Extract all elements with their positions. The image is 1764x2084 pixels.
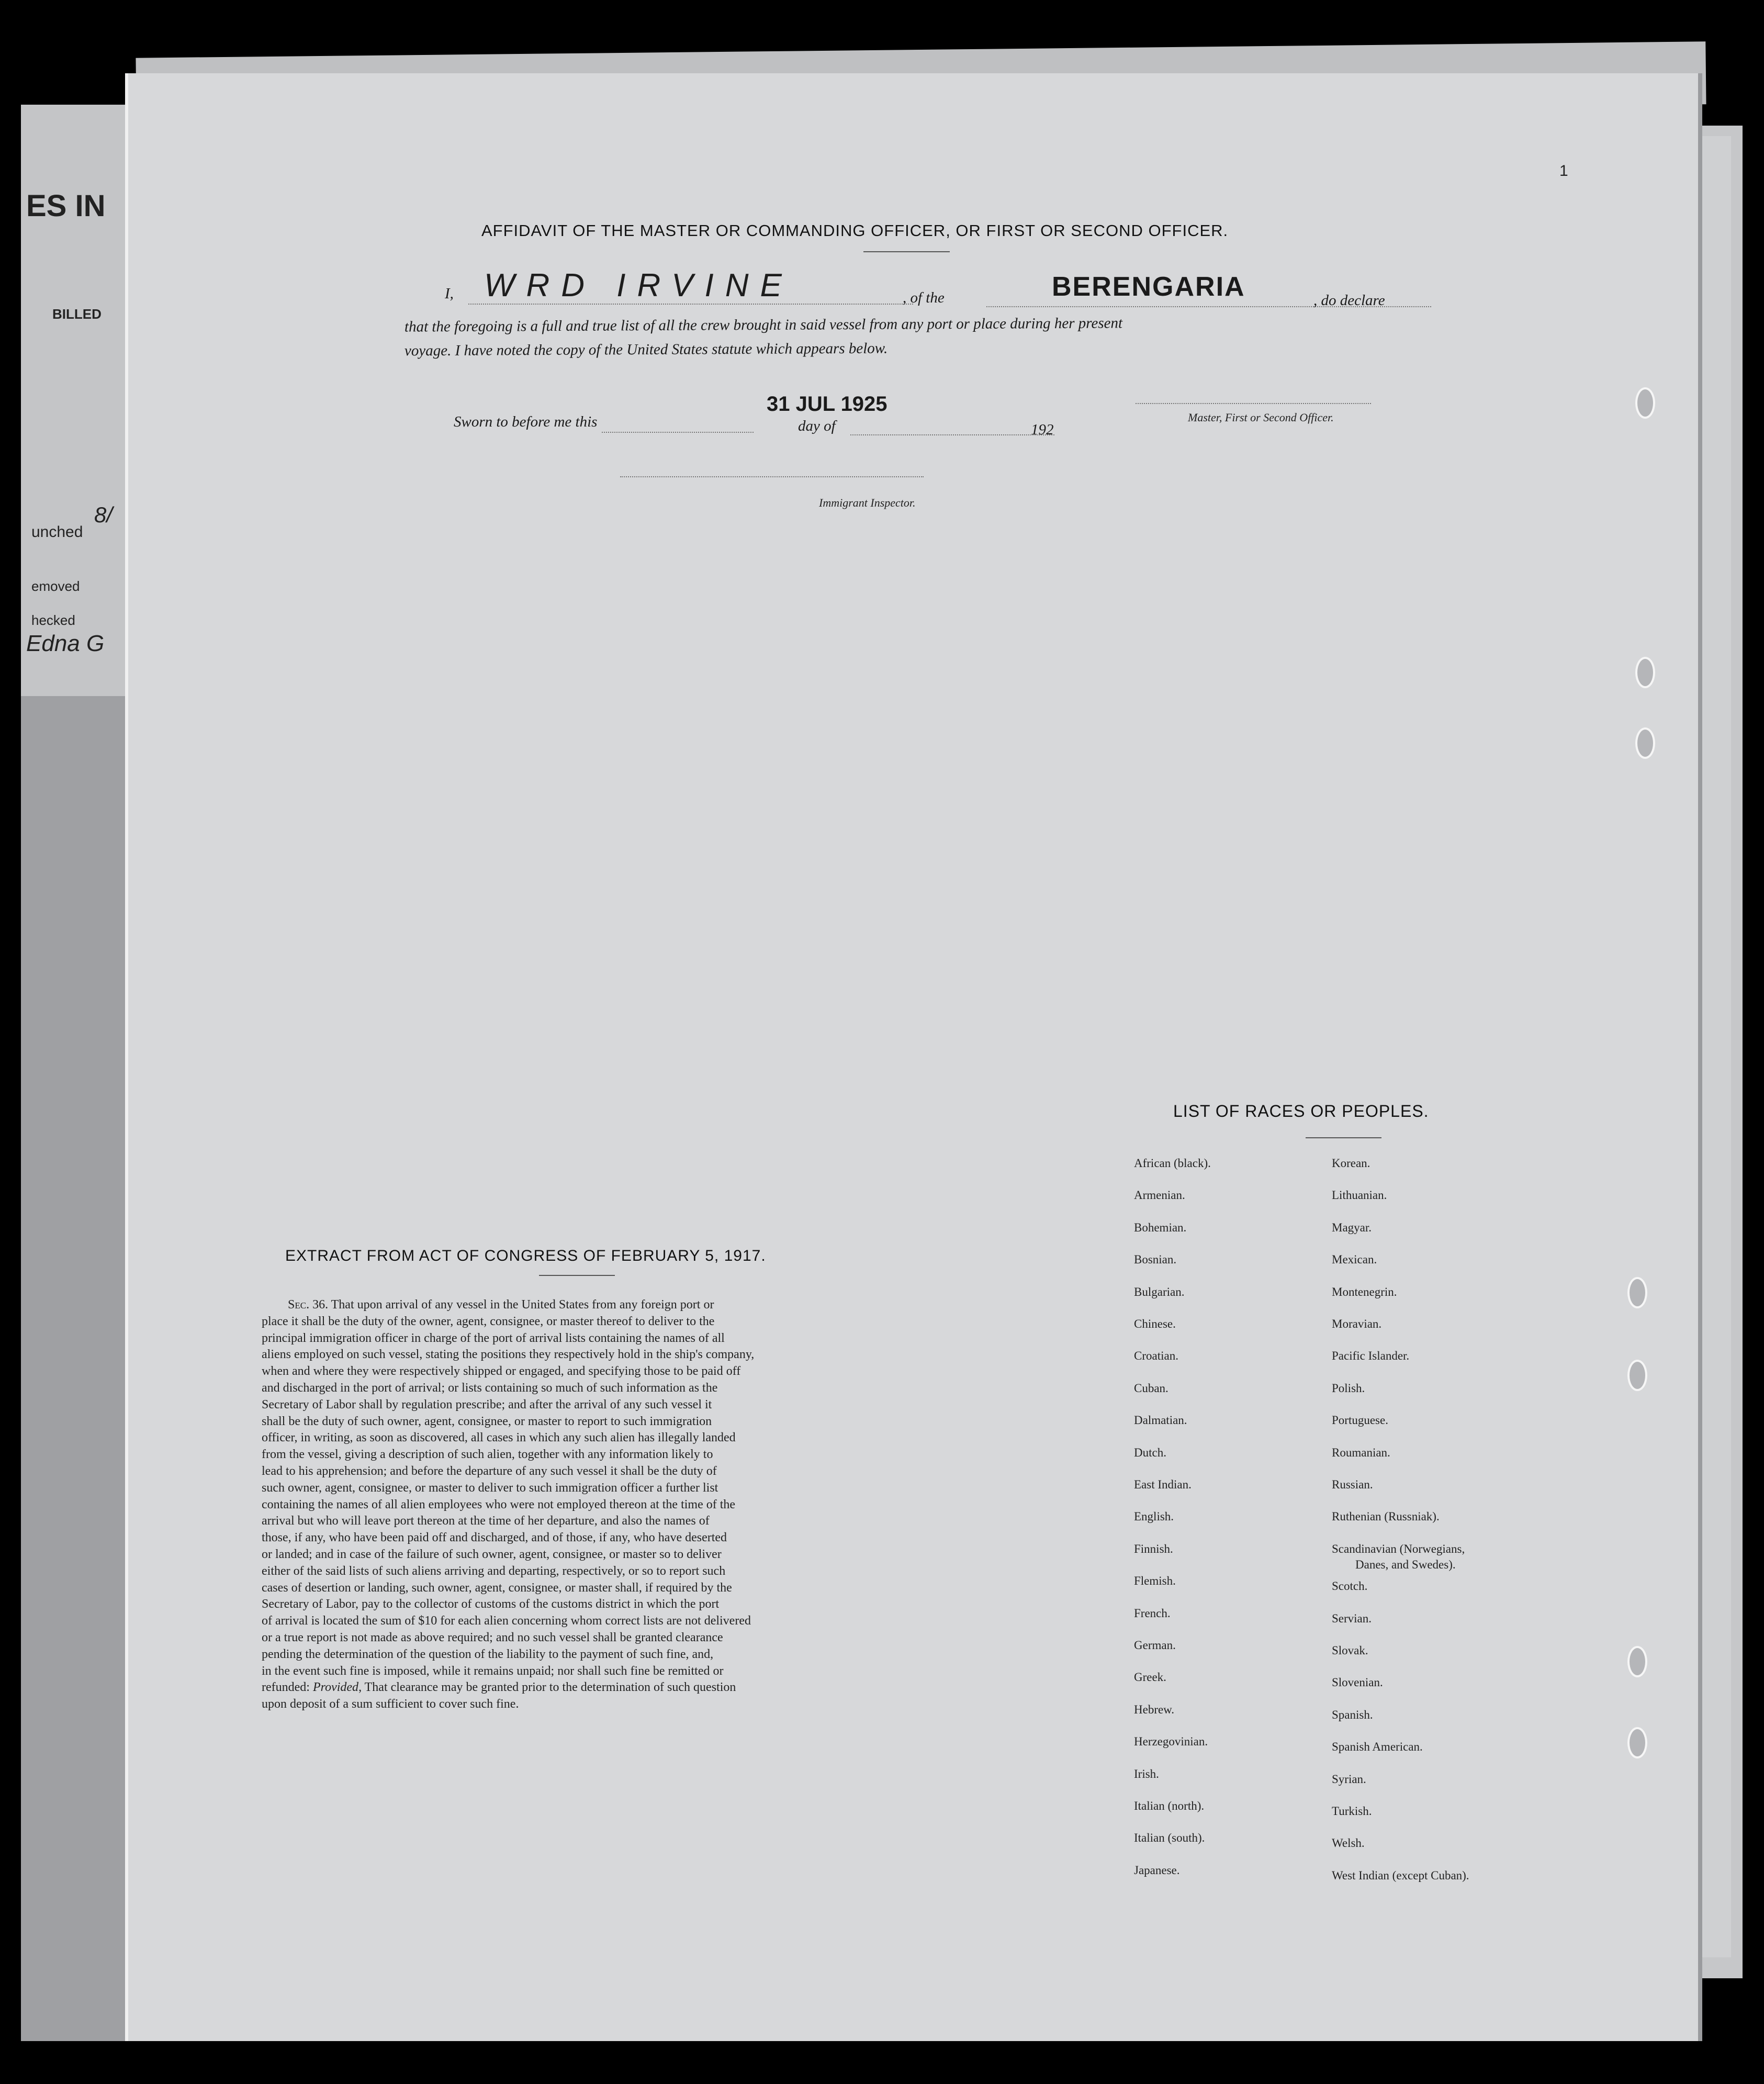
extract-line: or a true report is not made as above required; and no such vessel shall be granted clearance xyxy=(262,1630,723,1644)
extract-line: or landed; and in case of the failure of such owner, agent, consignee, or master so to deliver xyxy=(262,1547,722,1561)
extract-line: refunded: Provided, That clearance may be granted prior to the determination of such question xyxy=(262,1680,736,1695)
extract-line: aliens employed on such vessel, stating the positions they respectively hold in the ship's company, xyxy=(262,1348,755,1362)
race-item-left: Bulgarian. xyxy=(1134,1285,1185,1298)
race-item-left: Armenian. xyxy=(1134,1189,1185,1202)
race-item-right: Syrian. xyxy=(1332,1772,1366,1786)
left-page-strip xyxy=(21,105,128,2041)
race-item-left: English. xyxy=(1134,1510,1174,1523)
race-item-left: French. xyxy=(1134,1606,1171,1620)
section-label: Sec. xyxy=(288,1298,310,1312)
race-item-right: Turkish. xyxy=(1332,1805,1372,1818)
race-item-right: Scotch. xyxy=(1332,1579,1368,1593)
extract-line: in the event such fine is imposed, while it remains unpaid; nor shall such fine be remitted or xyxy=(262,1664,724,1678)
affidavit-i-label: I, xyxy=(445,285,454,302)
race-item-left: Herzegovinian. xyxy=(1134,1735,1208,1749)
binder-hole xyxy=(1635,387,1655,419)
left-strip-punched: unched xyxy=(31,523,83,541)
left-strip-header: ES IN xyxy=(26,189,106,223)
master-signature-caption: Master, First or Second Officer. xyxy=(1188,411,1334,424)
affidavit-of-the: , of the xyxy=(903,289,945,306)
left-strip-billed: BILLED xyxy=(52,306,102,322)
race-item-left: African (black). xyxy=(1134,1157,1211,1170)
page-number: 1 xyxy=(1559,162,1568,180)
inspector-caption: Immigrant Inspector. xyxy=(819,496,916,509)
race-item-left: East Indian. xyxy=(1134,1478,1192,1491)
race-item-left: Bohemian. xyxy=(1134,1220,1187,1234)
extract-line: such owner, agent, consignee, or master to deliver to such immigration officer a further list xyxy=(262,1481,718,1495)
affidavit-line-3: voyage. I have noted the copy of the United States statute which appears below. xyxy=(404,340,888,360)
race-item-left: Greek. xyxy=(1134,1671,1166,1684)
race-item-right: Spanish. xyxy=(1332,1708,1373,1721)
left-strip-punched-mark: 8/ xyxy=(94,502,113,527)
extract-line: upon deposit of a sum sufficient to cover such fine. xyxy=(262,1697,519,1711)
race-item-right: West Indian (except Cuban). xyxy=(1332,1868,1469,1882)
race-item-right: Scandinavian (Norwegians, xyxy=(1332,1542,1465,1555)
race-item-right: Korean. xyxy=(1332,1157,1370,1170)
race-item-right: Magyar. xyxy=(1332,1220,1372,1234)
race-item-left: Italian (north). xyxy=(1134,1799,1205,1812)
extract-line: principal immigration officer in charge of the port of arrival lists containing the names of all xyxy=(262,1331,725,1345)
extract-line: of arrival is located the sum of $10 for each alien concerning whom correct lists are not delivered xyxy=(262,1614,751,1628)
race-item-right: Mexican. xyxy=(1332,1253,1377,1267)
affidavit-line-2: that the foregoing is a full and true list of all the crew brought in said vessel from any port or place during her present xyxy=(404,315,1123,335)
extract-line: officer, in writing, as soon as discovered, all cases in which any such alien has illegally landed xyxy=(262,1431,736,1445)
race-item-right: Slovenian. xyxy=(1332,1676,1383,1689)
races-title: LIST OF RACES OR PEOPLES. xyxy=(1173,1102,1429,1121)
extract-line: those, if any, who have been paid off and discharged, and of those, if any, who have deserted xyxy=(262,1531,727,1545)
race-item-right: Pacific Islander. xyxy=(1332,1349,1410,1363)
race-item-right: Russian. xyxy=(1332,1478,1373,1491)
binder-hole xyxy=(1627,1277,1647,1308)
affidavit-do-declare: , do declare xyxy=(1313,292,1385,309)
extract-line: arrival but who will leave port thereon at the time of her departure, and also the names of xyxy=(262,1514,710,1528)
left-strip-checked: hecked xyxy=(31,612,75,628)
left-strip-removed: emoved xyxy=(31,578,80,594)
race-item-left: Cuban. xyxy=(1134,1381,1168,1395)
race-item-right: Polish. xyxy=(1332,1381,1365,1395)
extract-line: lead to his apprehension; and before the departure of any such vessel it shall be the duty of xyxy=(262,1464,717,1478)
extract-line: containing the names of all alien employees who were not employed thereon at the time of the xyxy=(262,1497,736,1511)
race-item-right: Spanish American. xyxy=(1332,1740,1423,1754)
race-item-left: Japanese. xyxy=(1134,1863,1180,1877)
binder-hole xyxy=(1627,1727,1647,1758)
race-item-right: Montenegrin. xyxy=(1332,1285,1397,1298)
race-item-right: Portuguese. xyxy=(1332,1414,1388,1427)
year-prefix: 192 xyxy=(1031,421,1054,438)
extract-title: EXTRACT FROM ACT OF CONGRESS OF FEBRUARY 5, 1917. xyxy=(285,1247,766,1264)
affidavit-title: AFFIDAVIT OF THE MASTER OR COMMANDING OFFICER, OR FIRST OR SECOND OFFICER. xyxy=(481,221,1229,240)
sworn-label: Sworn to before me this xyxy=(454,413,598,430)
race-item-right: Moravian. xyxy=(1332,1317,1382,1330)
race-item-left: Dalmatian. xyxy=(1134,1414,1187,1427)
extract-line: pending the determination of the question of the liability to the payment of such fine, and, xyxy=(262,1647,714,1661)
race-item-right: Slovak. xyxy=(1332,1644,1368,1657)
vessel-name: BERENGARIA xyxy=(1052,272,1245,302)
race-item-left: Irish. xyxy=(1134,1767,1159,1780)
race-item-left: Italian (south). xyxy=(1134,1831,1205,1845)
master-name: WRD IRVINE xyxy=(484,267,793,304)
race-item-left: Finnish. xyxy=(1134,1542,1173,1555)
race-item-left: Croatian. xyxy=(1134,1349,1178,1363)
races-list xyxy=(128,73,1698,2010)
binder-hole xyxy=(1635,727,1655,759)
race-item-right: Ruthenian (Russniak). xyxy=(1332,1510,1440,1523)
extract-line: from the vessel, giving a description of such alien, together with any information likely to xyxy=(262,1448,713,1462)
race-item-left: Hebrew. xyxy=(1134,1702,1175,1716)
extract-line: place it shall be the duty of the owner, agent, consignee, or master thereof to deliver to the xyxy=(262,1314,715,1328)
date-stamp: 31 JUL 1925 xyxy=(767,393,887,416)
race-item-right: Welsh. xyxy=(1332,1836,1365,1850)
extract-line: cases of desertion or landing, such owner, agent, consignee, or master shall, if required by the xyxy=(262,1581,732,1595)
extract-line: shall be the duty of such owner, agent, consignee, or master to report to such immigration xyxy=(262,1414,712,1428)
binder-hole xyxy=(1627,1360,1647,1391)
manifest-page xyxy=(128,73,1698,2041)
binder-hole xyxy=(1635,657,1655,688)
extract-line: either of the said lists of such aliens arriving and departing, respectively, or so to report such xyxy=(262,1564,726,1578)
race-item-right: Roumanian. xyxy=(1332,1446,1390,1459)
race-item-right-continuation: Danes, and Swedes). xyxy=(1355,1558,1456,1571)
left-strip-signature: Edna G xyxy=(26,631,105,656)
race-item-left: Flemish. xyxy=(1134,1574,1176,1588)
extract-line: when and where they were respectively shipped or engaged, and specifying those to be paid off xyxy=(262,1364,741,1379)
binder-hole xyxy=(1627,1646,1647,1677)
provided-emphasis: Provided xyxy=(312,1680,359,1695)
race-item-left: German. xyxy=(1134,1639,1176,1652)
race-item-left: Dutch. xyxy=(1134,1446,1166,1459)
race-item-left: Chinese. xyxy=(1134,1317,1176,1330)
extract-line: Sec. 36. That upon arrival of any vessel in the United States from any foreign port or xyxy=(288,1298,714,1312)
race-item-right: Servian. xyxy=(1332,1611,1372,1625)
extract-line: and discharged in the port of arrival; or lists containing so much of such information as the xyxy=(262,1381,718,1395)
race-item-right: Lithuanian. xyxy=(1332,1189,1387,1202)
race-item-left: Bosnian. xyxy=(1134,1253,1177,1267)
extract-line: Secretary of Labor shall by regulation prescribe; and after the arrival of any such vessel it xyxy=(262,1397,712,1411)
day-of-label: day of xyxy=(798,418,836,434)
extract-line: Secretary of Labor, pay to the collector of customs of the customs district in which the port xyxy=(262,1597,720,1611)
